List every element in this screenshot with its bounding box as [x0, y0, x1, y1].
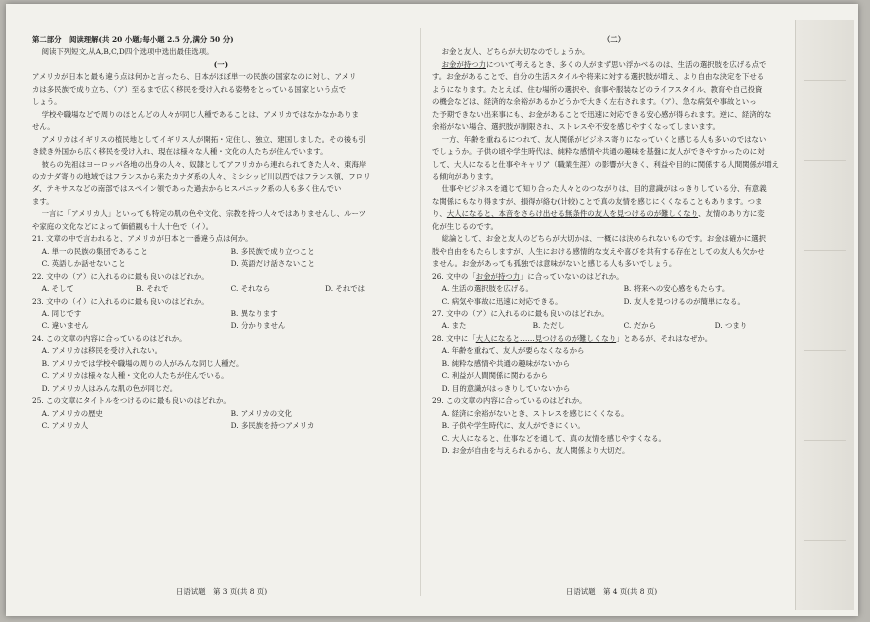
question-22-stem: 22. 文中の（ア）に入れるのに最も良いのはどれか。 — [32, 271, 209, 281]
q24-option-c[interactable]: C. アメリカは様々な人種・文化の人たちが住んでいる。 — [41, 371, 229, 381]
q24-option-a[interactable]: A. アメリカは移民を受け入れない。 — [41, 346, 162, 356]
passage2-line: 一方、年齢を重ねるにつれて、友人関係がビジネス寄りになっていくと感じる人も多いのではない — [441, 134, 767, 144]
q28-stem-post: 」とあるが、それはなぜか。 — [616, 333, 713, 343]
passage2-line: 余裕がない場合、選択肢が制限され、ストレスや不安を感じやすくなってしまいます。 — [432, 122, 720, 132]
left-page-footer: 日语试题 第 3 页(共 8 页) — [176, 587, 268, 596]
passage2-line: た予期できない出来事にも、お金があることで迅速に対応できる安心感が得られます。逆に、経済的な — [432, 109, 772, 119]
passage1-line: アメリカが日本と最も違う点は何かと言ったら、日本がほぼ単一の民族の国家なのに対し、アメリ — [32, 72, 357, 82]
q28-option-b[interactable]: B. 純粋な感情や共通の趣味がないから — [441, 358, 570, 368]
q22-option-c[interactable]: C. それなら — [230, 284, 271, 294]
passage2-text: 、友情のあり方に変 — [698, 209, 765, 219]
q23-option-b[interactable]: B. 異なります — [230, 308, 278, 318]
passage2-line: でしょうか。子供の頃や学生時代は、純粋な感情や共通の趣味を基盤に友人ができやすかったのに対 — [432, 147, 765, 157]
right-page — [432, 34, 796, 457]
passage2-line — [432, 208, 796, 220]
question-26-stem — [432, 271, 796, 283]
passage2-title: （二） — [602, 35, 626, 44]
passage2-line: して、大人になると仕事やキャリア（職業生涯）の影響が大きく、利益や目的に関係する人間関係が増え — [432, 159, 780, 169]
question-23-options — [32, 320, 410, 332]
question-25-stem: 25. この文章にタイトルをつけるのに最も良いのはどれか。 — [32, 396, 231, 406]
edge-line — [804, 250, 846, 251]
question-21-stem: 21. 文章の中で言われると、アメリカが日本と一番違う点は何か。 — [32, 234, 253, 244]
q29-option-a[interactable]: A. 経済に余裕がないとき、ストレスを感じにくくなる。 — [441, 408, 629, 418]
q29-option-c[interactable]: C. 大人になると、仕事などを通して、真の友情を感じやすくなる。 — [441, 433, 666, 443]
q27-option-d[interactable]: D. つまり — [714, 321, 748, 331]
q26-option-d[interactable]: D. 友人を見つけるのが簡単になる。 — [623, 296, 745, 306]
q23-option-a[interactable]: A. 同じです — [41, 308, 82, 318]
passage1-line: しょう。 — [32, 97, 62, 107]
q28-stem-pre: 28. 文中に「 — [432, 333, 476, 343]
passage2-line: 仕事やビジネスを通じて知り合った人々とのつながりは、目的意識がはっきりしている分、有意義 — [441, 184, 767, 194]
question-26-options — [432, 283, 796, 295]
passage1-line: 一言に「アメリカ人」といっても特定の肌の色や文化、宗教を持つ人々ではありませんし、ルーツ — [41, 209, 366, 219]
q22-option-d[interactable]: D. それでは — [325, 284, 366, 294]
edge-line — [804, 350, 846, 351]
passage1-line: アメリカはイギリスの植民地としてイギリス人が開拓・定住し、独立、建国しました。その後も引 — [41, 134, 366, 144]
q28-option-c[interactable]: C. 利益が人間関係に関わるから — [441, 371, 548, 381]
q28-option-d[interactable]: D. 目的意識がはっきりしていないから — [441, 383, 571, 393]
q21-option-a[interactable]: A. 単一の民族の集団であること — [41, 246, 148, 256]
q26-stem-key: お金が持つ力 — [475, 271, 521, 281]
question-25-options — [32, 420, 410, 432]
passage1-line: ダ、テキサスなどの南部ではスペイン領であった過去からヒスパニック系の人も多く住んでい — [32, 184, 342, 194]
q26-option-b[interactable]: B. 将来への安心感をもたらす。 — [623, 284, 730, 294]
passage1-line: せん。 — [32, 122, 55, 132]
passage1-line: ます。 — [32, 196, 54, 206]
exam-sheet — [6, 4, 858, 616]
passage2-line: 化が生じるのです。 — [432, 221, 498, 231]
q29-option-b[interactable]: B. 子供や学生時代に、友人ができにくい。 — [441, 421, 585, 431]
q24-option-b[interactable]: B. アメリカでは学校や職場の周りの人がみんな同じ人種だ。 — [41, 358, 244, 368]
edge-line — [804, 160, 846, 161]
question-29-stem: 29. この文章の内容に合っているのはどれか。 — [432, 396, 587, 406]
passage1-line: 彼らの先祖はヨーロッパ各地の出身の人々、奴隷としてアフリカから連れられてきた人々、東海岸 — [41, 159, 367, 169]
passage2-text: について考えるとき、多くの人がまず思い浮かべるのは、生活の選択肢を広げる点で — [485, 59, 767, 69]
q26-option-c[interactable]: C. 病気や事故に迅速に対応できる。 — [441, 296, 563, 306]
passage2-line: ません。お金があっても孤独では意味がないと感じる人も多いでしょう。 — [432, 259, 677, 269]
q21-option-d[interactable]: D. 英語だけ話さないこと — [230, 259, 315, 269]
q27-option-c[interactable]: C. だから — [623, 321, 656, 331]
passage1-line: のカナダ寄りの地域ではフランスから来たカナダ系の人々、ミシシッピ川以西ではフランス領、フロリ — [32, 171, 371, 181]
passage1-line: や家庭の文化などによって価値観も十人十色で（イ）。 — [32, 221, 214, 231]
q28-option-a[interactable]: A. 年齢を重ねて、友人が要らなくなるから — [441, 346, 585, 356]
question-21-options — [32, 258, 410, 270]
edge-line — [804, 80, 846, 81]
question-21-options — [32, 246, 410, 258]
q25-option-b[interactable]: B. アメリカの文化 — [230, 408, 292, 418]
q25-option-a[interactable]: A. アメリカの歴史 — [41, 408, 103, 418]
q23-option-d[interactable]: D. 分かりません — [230, 321, 286, 331]
q27-option-a[interactable]: A. また — [441, 321, 467, 331]
q25-option-c[interactable]: C. アメリカ人 — [41, 421, 89, 431]
question-25-options — [32, 408, 410, 420]
right-page-footer: 日语试题 第 4 页(共 8 页) — [566, 587, 658, 596]
passage2-line: の機会などは、経済的な余裕があるかどうかで大きく左右されます。（ア）、急な病気や事故といっ — [432, 97, 757, 107]
edge-line — [804, 540, 846, 541]
question-26-options — [432, 296, 796, 308]
passage1-line: き続き外国から広く移民を受け入れ、現在は様々な人種・文化の人たちが住んでいます。 — [32, 147, 328, 157]
instruction: 阅读下列短文,从A,B,C,D四个选项中选出最佳选项。 — [41, 47, 214, 57]
q28-stem-key: 大人になると……見つけるのが難しくなり — [475, 333, 617, 343]
question-22-options — [32, 283, 410, 295]
q22-option-a[interactable]: A. そして — [41, 284, 74, 294]
question-28-stem — [432, 333, 796, 345]
question-27-options — [432, 320, 796, 332]
question-23-stem: 23. 文中の（イ）に入れるのに最も良いのはどれか。 — [32, 296, 209, 306]
passage2-line: 総論として、お金と友人のどちらが大切かは、一概には決められないものです。お金は確かに選択 — [441, 234, 767, 244]
passage2-line: 肢や自由をもたらしますが、人生における感情的な支えや喜びを共有する存在としての友人も欠かせ — [432, 246, 765, 256]
passage2-line: ようになります。たとえば、住む場所の選択や、食事や服装などのライフスタイル、教育や自己投資 — [432, 84, 763, 94]
q29-option-d[interactable]: D. お金が自由を与えられるから、友人関係より大切だ。 — [441, 445, 630, 455]
question-23-options — [32, 308, 410, 320]
passage2-line: る傾向があります。 — [432, 171, 498, 181]
passage2-text: り、 — [432, 209, 447, 219]
passage2-intro: お金と友人、どちらが大切なのでしょうか。 — [441, 47, 590, 57]
underlying-pages-edge — [795, 20, 854, 610]
edge-line — [804, 440, 846, 441]
q25-option-d[interactable]: D. 多民族を持つアメリカ — [230, 421, 315, 431]
page-fold — [420, 28, 421, 596]
question-27-stem: 27. 文中の（ア）に入れるのに最も良いのはどれか。 — [432, 308, 609, 318]
q22-option-b[interactable]: B. それで — [136, 284, 169, 294]
q21-option-c[interactable]: C. 英語しか話せないこと — [41, 259, 126, 269]
passage2-line — [432, 59, 796, 71]
question-24-stem: 24. この文章の内容に合っているのはどれか。 — [32, 333, 187, 343]
passage1-title: (一) — [213, 59, 229, 69]
q26-option-a[interactable]: A. 生活の選択肢を広げる。 — [441, 284, 533, 294]
passage2-line: な関係にもなり得ますが、損得が絡む(计较)ことで真の友情を感じにくくなることもあります。つま — [432, 196, 763, 206]
q27-option-b[interactable]: B. ただし — [532, 321, 565, 331]
section-header: 第二部分 阅读理解(共 20 小题;每小题 2.5 分,满分 50 分) — [32, 35, 234, 44]
passage2-line: す。お金があることで、自分の生活スタイルや将来に対する選択肢が増え、より自由な決定を下せる — [432, 72, 765, 82]
underlined-phrase: お金が持つ力 — [441, 59, 486, 69]
q24-option-d[interactable]: D. アメリカ人はみんな肌の色が同じだ。 — [41, 383, 178, 393]
passage1-line: カは多民族で成り立ち、（ア）至るまで広く移民を受け入れる姿勢をとっている国家という点で — [32, 84, 346, 94]
q26-stem-post: 」に合っていないのはどれか。 — [520, 271, 624, 281]
q23-option-c[interactable]: C. 違いません — [41, 321, 89, 331]
left-page — [32, 34, 410, 433]
q21-option-b[interactable]: B. 多民族で成り立つこと — [230, 246, 315, 256]
underlined-sentence: 大人になると、本音をさらけ出せる無条件の友人を見つけるのが難しくなり — [446, 209, 699, 219]
passage1-line: 学校や職場などで周りのほとんどの人々が同じ人種であることは、アメリカではなかなかありま — [41, 109, 359, 119]
q26-stem-pre: 26. 文中の「 — [432, 271, 476, 281]
